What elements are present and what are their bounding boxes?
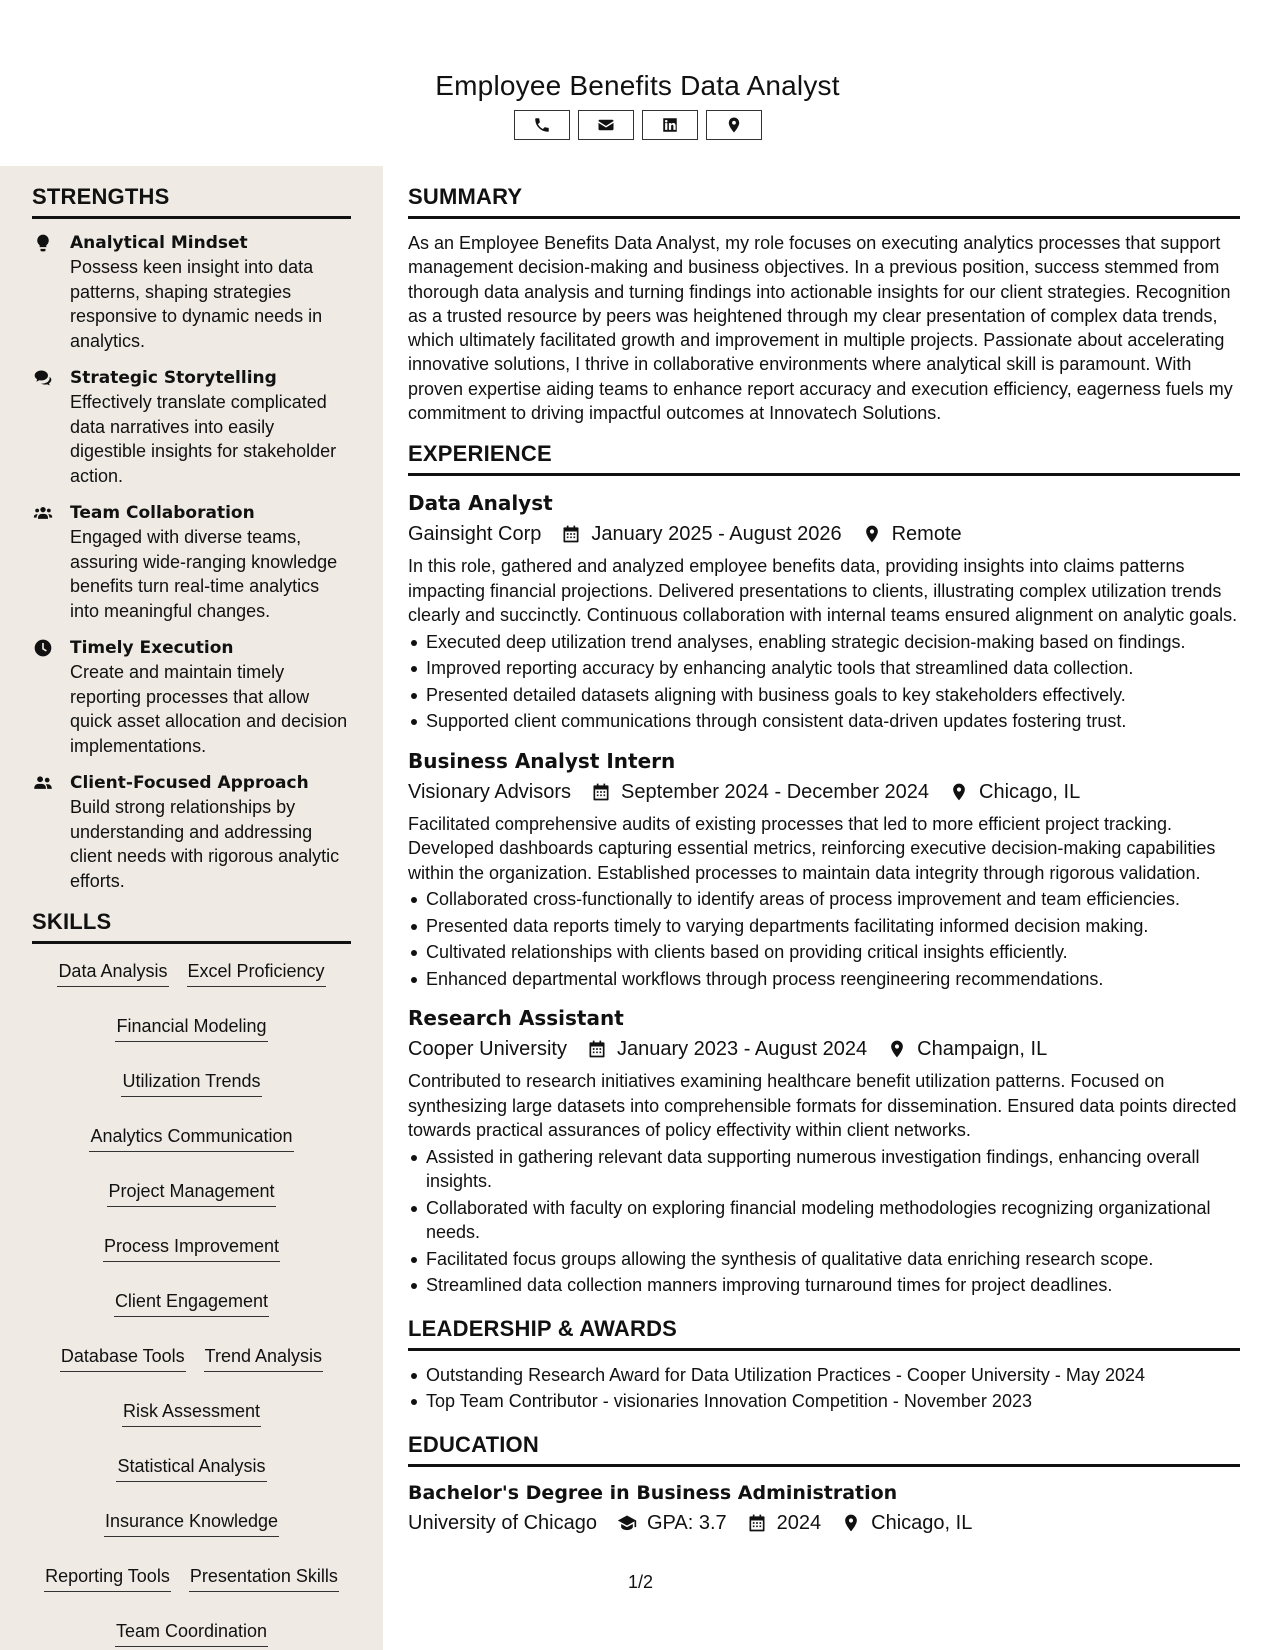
education-year: 2024 [776,1511,822,1534]
job-dates: January 2025 - August 2026 [591,523,842,546]
job-dates: September 2024 - December 2024 [621,780,930,803]
comments-icon [32,368,54,388]
bullet-item: Streamlined data collection manners improving turnaround times for project deadlines. [408,1273,1240,1298]
strength-item [32,366,351,488]
job-description: Contributed to research initiatives examining healthcare benefit utilization patterns. Focused on synthesizing large datasets into comprehensible formats for dissemination. Ensured data points directed towards practical assurances of policy effectivity within client networks. [408,1071,1237,1141]
location-icon [725,116,743,134]
bullet-item: Presented detailed datasets aligning with business goals to key stakeholders effectively. [408,683,1240,708]
email-contact-button[interactable] [578,110,634,140]
bullet-item: Presented data reports timely to varying departments facilitating informed decision making. [408,914,1240,939]
job-bullets [408,1145,1240,1298]
skill-tag: Excel Proficiency [187,960,326,987]
awards-list [408,1363,1240,1414]
linkedin-icon [661,116,679,134]
job-description: Facilitated comprehensive audits of existing processes that led to more efficient project tracking. Developed dashboards capturing essential metrics, reinforcing executive decision-making capabilities within the organization. Established processes to maintain data integrity through rigorous validation. [408,813,1216,883]
strength-description: Create and maintain timely reporting processes that allow quick asset allocation and decision implementations. [70,662,348,756]
skill-tag: Trend Analysis [204,1345,323,1372]
job-entry [408,488,1240,734]
skill-tag: Process Improvement [103,1235,280,1262]
strengths-title: STRENGTHS [32,184,351,219]
job-meta [408,776,1240,808]
bullet-item: Supported client communications through consistent data-driven updates fostering trust. [408,709,1240,734]
strength-title: Strategic Storytelling [70,368,277,388]
job-location: Remote [891,523,962,546]
sidebar [0,166,383,1650]
job-title: Data Analyst [408,491,553,516]
page-number: 1/2 [628,1572,654,1592]
job-company: Cooper University [408,1038,567,1061]
skill-tag: Reporting Tools [44,1565,171,1592]
strength-item [32,636,351,758]
skill-tag: Project Management [107,1180,275,1207]
job-title: Business Analyst Intern [408,748,676,773]
awards-title: LEADERSHIP & AWARDS [408,1316,1240,1351]
job-bullets [408,887,1240,991]
calendar-icon [561,524,581,544]
strength-title: Client-Focused Approach [70,773,309,793]
skill-tag: Team Coordination [115,1620,268,1647]
bullet-item: Cultivated relationships with clients based on providing critical insights efficiently. [408,940,1240,965]
strength-title: Team Collaboration [70,503,255,523]
strength-title: Timely Execution [70,638,234,658]
skill-tag: Utilization Trends [121,1070,261,1097]
job-entry [408,746,1240,992]
resume-name: Employee Benefits Data Analyst [435,70,840,101]
job-title: Research Assistant [408,1006,624,1031]
calendar-icon [747,1513,767,1533]
location-icon [887,1039,907,1059]
job-location: Champaign, IL [917,1038,1048,1061]
calendar-icon [591,782,611,802]
location-icon [841,1513,861,1533]
skills-list [32,956,351,1647]
education-gpa: GPA: 3.7 [646,1511,727,1534]
location-contact-button[interactable] [706,110,762,140]
users-icon [32,503,54,523]
calendar-icon [587,1039,607,1059]
summary-title: SUMMARY [408,184,1240,219]
job-meta [408,518,1240,550]
job-dates: January 2023 - August 2024 [616,1038,868,1061]
bullet-item: Enhanced departmental workflows through process reengineering recommendations. [408,967,1240,992]
skill-tag: Database Tools [60,1345,186,1372]
experience-title: EXPERIENCE [408,441,1240,476]
bullet-item: Facilitated focus groups allowing the synthesis of qualitative data enriching research scope. [408,1247,1240,1272]
bullet-item: Assisted in gathering relevant data supporting numerous investigation findings, enhancing overall insights. [408,1145,1240,1194]
summary-text: As an Employee Benefits Data Analyst, my role focuses on executing analytics processes that support management decision-making and business objectives. In a previous position, success stemmed from thorough data analysis and turning findings into actionable insights for our client strategies. Recognition as a trusted resource by peers was heightened through my clear presentation of complex data trends, which ultimately facilitated growth and improvement in multiple projects. Passionate about accelerating innovative solutions, I thrive in collaborative environments where analytical skill is paramount. With proven expertise aiding teams to enhance report accuracy and execution efficiency, eagerness fuels my commitment to driving impactful outcomes at Innovatech Solutions. [408,233,1233,424]
award-item: Top Team Contributor - visionaries Innovation Competition - November 2023 [408,1389,1240,1414]
clock-icon [32,638,54,658]
strength-item [32,231,351,353]
job-bullets [408,630,1240,734]
user-group-icon [32,773,54,793]
lightbulb-icon [32,233,54,253]
education-title: EDUCATION [408,1432,1240,1467]
job-location: Chicago, IL [979,780,1081,803]
education-degree: Bachelor's Degree in Business Administration [408,1481,898,1504]
skill-tag: Analytics Communication [89,1125,293,1152]
linkedin-contact-button[interactable] [642,110,698,140]
education-location: Chicago, IL [871,1511,973,1534]
job-meta [408,1033,1240,1065]
skill-tag: Data Analysis [57,960,168,987]
strength-item [32,771,351,893]
skill-tag: Presentation Skills [189,1565,339,1592]
job-entry [408,1003,1240,1298]
phone-contact-button[interactable] [514,110,570,140]
location-icon [862,524,882,544]
contact-icons [0,110,1275,140]
award-item: Outstanding Research Award for Data Utilization Practices - Cooper University - May 2024 [408,1363,1240,1388]
strength-title: Analytical Mindset [70,233,248,253]
bullet-item: Executed deep utilization trend analyses, enabling strategic decision-making based on findings. [408,630,1240,655]
skill-tag: Financial Modeling [115,1015,267,1042]
education-school: University of Chicago [408,1511,597,1534]
bullet-item: Collaborated cross-functionally to identify areas of process improvement and team efficiencies. [408,887,1240,912]
bullet-item: Collaborated with faculty on exploring financial modeling methodologies recognizing organizational needs. [408,1196,1240,1245]
phone-icon [533,116,551,134]
strength-description: Build strong relationships by understanding and addressing client needs with rigorous analytic efforts. [70,797,340,891]
strength-description: Effectively translate complicated data narratives into easily digestible insights for stakeholder action. [70,392,337,486]
skill-tag: Risk Assessment [122,1400,261,1427]
main-content [408,166,1240,1539]
envelope-icon [597,116,615,134]
strength-description: Possess keen insight into data patterns, shaping strategies responsive to dynamic needs in analytics. [70,257,323,351]
graduation-cap-icon [617,1513,637,1533]
skills-title: SKILLS [32,909,351,944]
skill-tag: Statistical Analysis [116,1455,266,1482]
strength-description: Engaged with diverse teams, assuring wide-ranging knowledge benefits turn real-time analytics into meaningful changes. [70,527,338,621]
bullet-item: Improved reporting accuracy by enhancing analytic tools that streamlined data collection. [408,656,1240,681]
skill-tag: Insurance Knowledge [104,1510,279,1537]
resume-header [0,70,1275,140]
job-company: Visionary Advisors [408,780,572,803]
strength-item [32,501,351,623]
skill-tag: Client Engagement [114,1290,269,1317]
job-company: Gainsight Corp [408,523,542,546]
job-description: In this role, gathered and analyzed employee benefits data, providing insights into claims patterns impacting financial projections. Delivered presentations to clients, illustrating complex utilization trends clearly and succinctly. Continuous collaboration with internal teams ensured alignment on analytic goals. [408,556,1238,626]
location-icon [949,782,969,802]
education-meta [408,1507,1240,1539]
